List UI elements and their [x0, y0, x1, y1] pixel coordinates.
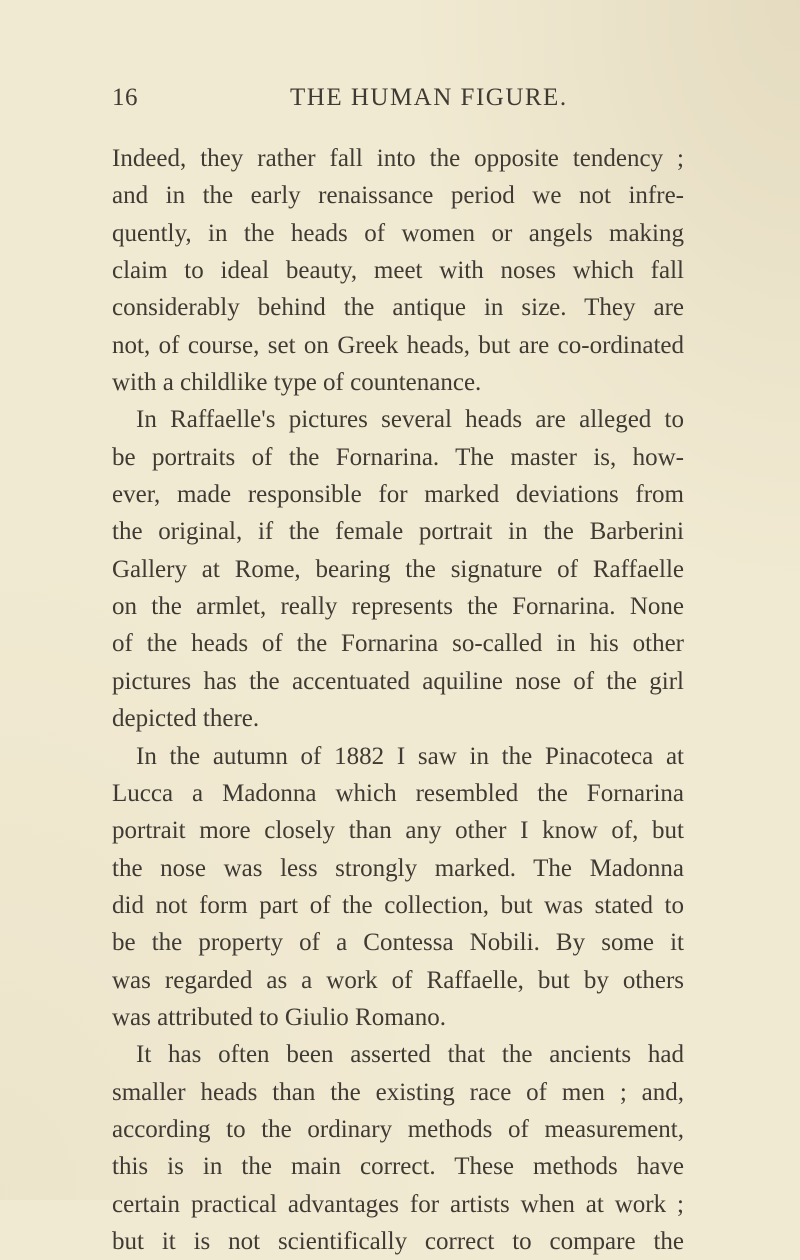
text-line: claim to ideal beauty, meet with noses which fall [112, 257, 684, 285]
text-line: according to the ordinary methods of measurement, [112, 1115, 684, 1143]
text-line: was attributed to Giulio Romano. [112, 1003, 446, 1031]
text-line: but it is not scientifically correct to compare the [112, 1227, 684, 1255]
text-line: smaller heads than the existing race of men ; and, [112, 1078, 684, 1106]
body-text [112, 140, 684, 1260]
text-line: Lucca a Madonna which resembled the Fornarina [112, 779, 684, 807]
text-line: It has often been asserted that the ancients had [136, 1041, 684, 1069]
text-line: did not form part of the collection, but was stated to [112, 891, 684, 919]
text-line: and in the early renaissance period we not infre- [112, 182, 684, 210]
text-line: Indeed, they rather fall into the opposite tendency ; [112, 145, 684, 172]
running-title: THE HUMAN FIGURE. [290, 84, 568, 111]
text-line: with a childlike type of countenance. [112, 369, 482, 397]
text-line: certain practical advantages for artists when at work ; [112, 1190, 684, 1218]
text-line: be the property of a Contessa Nobili. By some it [112, 929, 684, 957]
page-number: 16 [112, 84, 138, 111]
text-line: quently, in the heads of women or angels making [112, 219, 684, 247]
text-line: Gallery at Rome, bearing the signature of Raffaelle [112, 555, 684, 583]
text-line: pictures has the accentuated aquiline nose of the girl [112, 667, 684, 695]
page-header [112, 84, 692, 116]
text-line: In the autumn of 1882 I saw in the Pinacoteca at [136, 742, 684, 770]
text-line: depicted there. [112, 705, 260, 733]
text-line: not, of course, set on Greek heads, but are co-ordinated [112, 331, 684, 359]
text-line: was regarded as a work of Raffaelle, but by others [112, 966, 684, 994]
text-line: this is in the main correct. These methods have [112, 1153, 684, 1181]
text-line: ever, made responsible for marked deviations from [112, 481, 684, 509]
text-line: be portraits of the Fornarina. The master is, how- [112, 443, 684, 471]
text-line: considerably behind the antique in size. They are [112, 294, 684, 322]
text-line: of the heads of the Fornarina so-called in his other [112, 630, 684, 658]
text-line: In Raffaelle's pictures several heads are alleged to [136, 406, 684, 434]
text-line: on the armlet, really represents the Fornarina. None [112, 593, 684, 621]
text-line: the original, if the female portrait in the Barberini [112, 518, 684, 546]
text-line: portrait more closely than any other I know of, but [112, 817, 684, 845]
text-line: the nose was less strongly marked. The Madonna [112, 854, 684, 882]
